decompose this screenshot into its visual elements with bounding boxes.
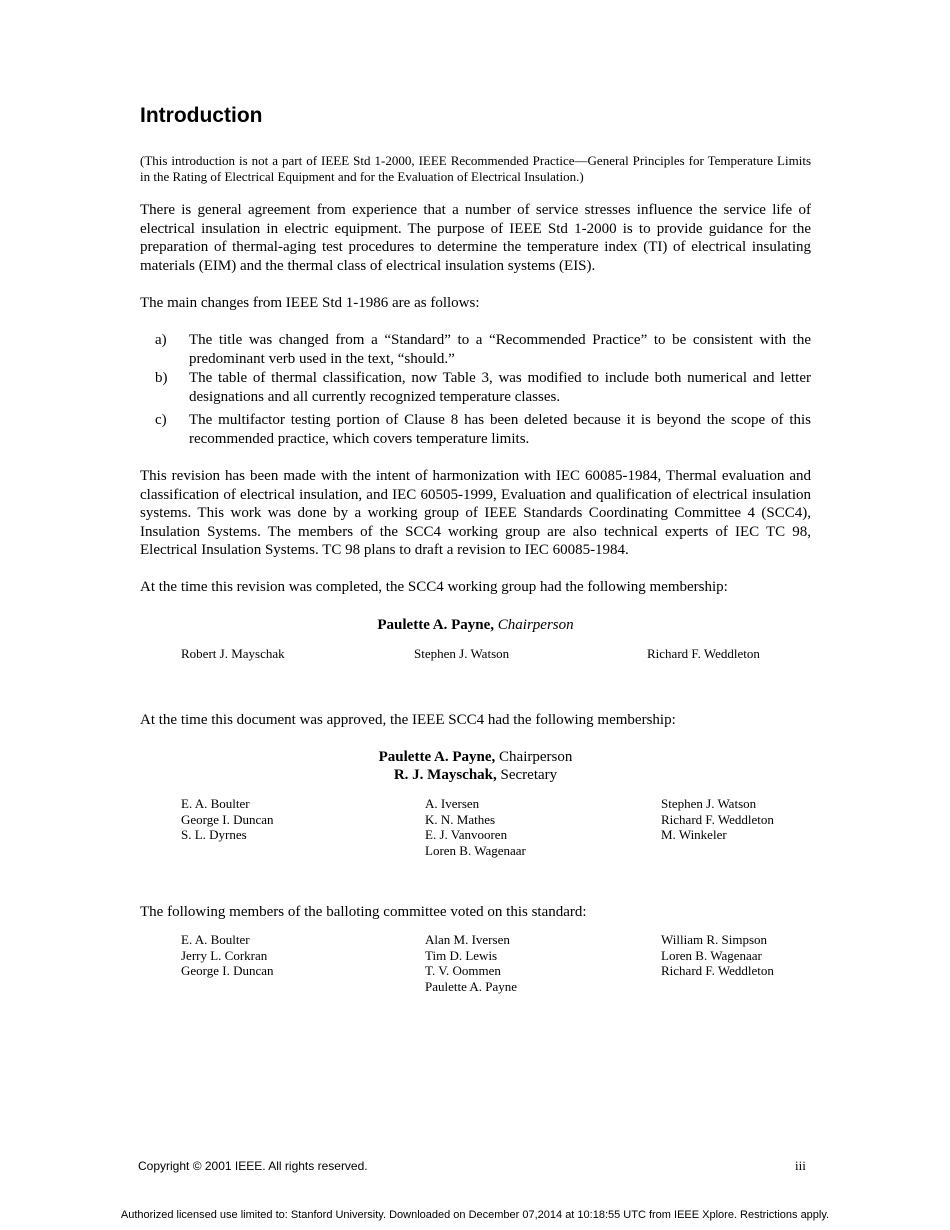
page-title: Introduction bbox=[140, 104, 263, 127]
scc4-chair-role: Chairperson bbox=[499, 749, 573, 765]
member-name: Richard F. Weddleton bbox=[661, 963, 774, 979]
member-name: Stephen J. Watson bbox=[661, 796, 757, 811]
scc4-secretary-line bbox=[140, 766, 811, 784]
member-name: Stephen J. Watson bbox=[414, 646, 510, 661]
wg-chair-line bbox=[140, 616, 811, 634]
member-column bbox=[425, 796, 526, 858]
scc4-chair-name: Paulette A. Payne, bbox=[378, 749, 496, 765]
scc4-members bbox=[140, 796, 811, 860]
member-name: Alan M. Iversen bbox=[425, 932, 510, 947]
member-name: William R. Simpson bbox=[661, 932, 768, 947]
paragraph-balloting: The following members of the balloting committee voted on this standard: bbox=[140, 904, 587, 920]
list-item-text: The multifactor testing portion of Clause 8 has been deleted because it is beyond the scope of this recommended practice, which covers temperature limits. bbox=[189, 412, 811, 447]
member-name: Loren B. Wagenaar bbox=[425, 842, 526, 858]
member-name: M. Winkeler bbox=[661, 827, 727, 843]
intro-note: (This introduction is not a part of IEEE Std 1-2000, IEEE Recommended Practice—General Principles for Temperature Limits in the Rating of Electrical Equipment and for the Evaluation of Electrical Insulation.) bbox=[140, 153, 811, 184]
member-name: S. L. Dyrnes bbox=[181, 827, 247, 843]
member-name: Jerry L. Corkran bbox=[181, 947, 268, 963]
page-number: iii bbox=[795, 1158, 806, 1173]
list-item-text: The table of thermal classification, now Table 3, was modified to include both numerical and letter designations and all currently recognized temperature classes. bbox=[189, 370, 811, 405]
member-name: E. A. Boulter bbox=[181, 796, 250, 811]
wg-chair-role: Chairperson bbox=[497, 617, 574, 633]
member-name: Loren B. Wagenaar bbox=[661, 947, 762, 963]
member-name: Tim D. Lewis bbox=[425, 947, 498, 963]
member-name: George I. Duncan bbox=[181, 811, 274, 827]
member-column bbox=[661, 932, 774, 979]
list-item-text: The title was changed from a “Standard” to a “Recommended Practice” to be consistent with the predominant verb used in the text, “should.” bbox=[189, 332, 811, 367]
member-name: George I. Duncan bbox=[181, 963, 274, 979]
scc4-secretary-role: Secretary bbox=[500, 767, 558, 783]
paragraph-scc4-membership: At the time this document was approved, the IEEE SCC4 had the following membership: bbox=[140, 712, 676, 728]
paragraph-purpose: There is general agreement from experience that a number of service stresses influence the service life of electrical insulation in electric equipment. The purpose of IEEE Std 1-2000 is to provide guidance for the preparation of thermal-aging test procedures to determine the temperature index (TI) of electrical insulating materials (EIM) and the thermal class of electrical insulation systems (EIS). bbox=[140, 202, 811, 274]
scc4-chair-line bbox=[140, 748, 811, 766]
member-column bbox=[181, 932, 274, 979]
member-name: Robert J. Mayschak bbox=[181, 646, 285, 661]
member-column bbox=[661, 796, 774, 843]
scc4-secretary-name: R. J. Mayschak, bbox=[393, 767, 497, 783]
member-name: E. A. Boulter bbox=[181, 932, 250, 947]
list-marker: b) bbox=[155, 370, 168, 386]
list-marker: a) bbox=[155, 332, 167, 348]
member-name: Richard F. Weddleton bbox=[647, 646, 760, 661]
paragraph-changes-intro: The main changes from IEEE Std 1-1986 are as follows: bbox=[140, 295, 480, 311]
wg-chair-name: Paulette A. Payne, bbox=[377, 617, 495, 633]
member-name: E. J. Vanvooren bbox=[425, 827, 508, 843]
changes-list bbox=[140, 331, 811, 451]
paragraph-harmonization: This revision has been made with the intent of harmonization with IEC 60085-1984, Thermal evaluation and classification of electrical insulation, and IEC 60505-1999, Evaluation and qualification of electrical insulation systems. This work was done by a working group of IEEE Standards Coordinating Committee 4 (SCC4), Insulation Systems. The members of the SCC4 working group are also technical experts of IEC TC 98, Electrical Insulation Systems. TC 98 plans to draft a revision to IEC 60085-1984. bbox=[140, 468, 811, 559]
list-marker: c) bbox=[155, 412, 167, 428]
member-name: A. Iversen bbox=[425, 796, 480, 811]
member-name: K. N. Mathes bbox=[425, 811, 496, 827]
member-column bbox=[425, 932, 517, 994]
license-notice: Authorized licensed use limited to: Stanford University. Downloaded on December 07,2014 at 10:18:55 UTC from IEEE Xplore. Restrictions apply. bbox=[120, 1209, 830, 1221]
ballot-members bbox=[140, 932, 811, 996]
member-name: Paulette A. Payne bbox=[425, 978, 518, 994]
member-name: T. V. Oommen bbox=[425, 963, 501, 979]
wg-members bbox=[140, 646, 811, 664]
member-name: Richard F. Weddleton bbox=[661, 811, 774, 827]
paragraph-wg-membership: At the time this revision was completed, the SCC4 working group had the following membership: bbox=[140, 579, 728, 595]
member-column bbox=[181, 796, 274, 843]
copyright-notice: Copyright © 2001 IEEE. All rights reserved. bbox=[138, 1159, 368, 1173]
